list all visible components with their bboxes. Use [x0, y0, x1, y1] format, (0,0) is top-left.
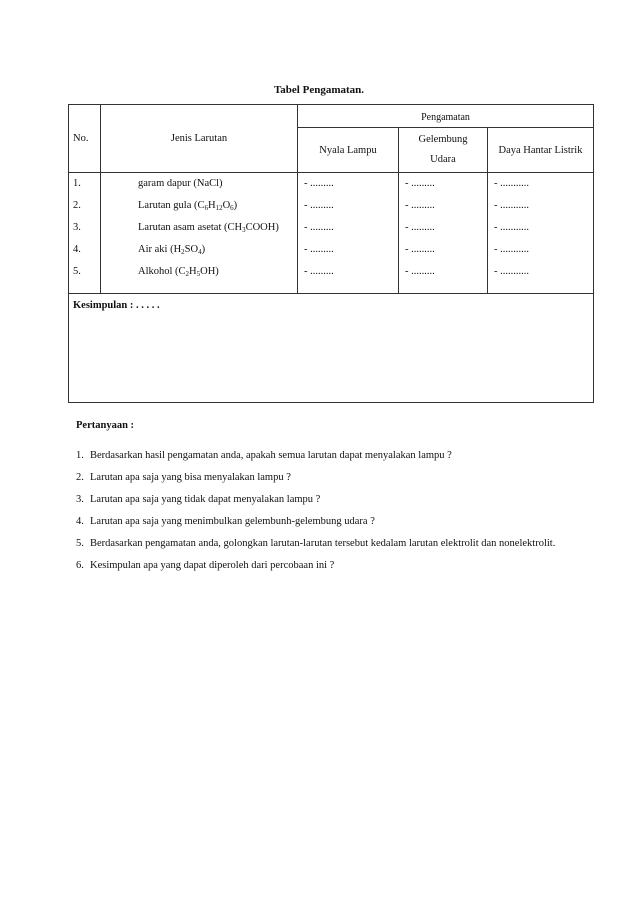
header-nyala-lampu: Nyala Lampu [298, 128, 399, 173]
header-gelembung-udara [399, 128, 488, 173]
header-pengamatan: Pengamatan [298, 105, 594, 128]
row-no: 1. [73, 178, 81, 189]
daya-value: - ........... [494, 266, 529, 277]
question-item [76, 511, 576, 533]
col-no-cells [69, 173, 101, 294]
question-number: 4. [76, 516, 84, 527]
conclusion-label: Kesimpulan : . . . . . [73, 300, 160, 311]
questions-title: Pertanyaan : [76, 420, 135, 431]
gelembung-value: - ......... [405, 200, 435, 211]
question-item [76, 555, 576, 577]
header-gelembung-line1: Gelembung [418, 134, 468, 145]
gelembung-value: - ......... [405, 266, 435, 277]
question-number: 2. [76, 472, 84, 483]
col-nyala-cells [298, 173, 399, 294]
question-text: Larutan apa saja yang tidak dapat menyalakan lampu ? [90, 494, 321, 505]
col-gelembung-cells [399, 173, 488, 294]
question-number: 5. [76, 538, 84, 549]
nyala-value: - ......... [304, 222, 334, 233]
question-text: Berdasarkan hasil pengamatan anda, apakah semua larutan dapat menyalakan lampu ? [90, 450, 452, 461]
observation-table [68, 104, 594, 403]
questions-section [76, 420, 576, 577]
question-text: Larutan apa saja yang bisa menyalakan lampu ? [90, 472, 291, 483]
question-number: 3. [76, 494, 84, 505]
nyala-value: - ......... [304, 266, 334, 277]
nyala-value: - ......... [304, 178, 334, 189]
header-jenis-larutan: Jenis Larutan [101, 105, 298, 173]
gelembung-value: - ......... [405, 244, 435, 255]
daya-value: - ........... [494, 200, 529, 211]
col-jenis-cells [101, 173, 298, 294]
row-no: 5. [73, 266, 81, 277]
nyala-value: - ......... [304, 200, 334, 211]
conclusion-cell [69, 294, 594, 403]
page-title: Tabel Pengamatan. [273, 84, 365, 96]
question-item [76, 445, 576, 467]
question-item [76, 533, 576, 555]
gelembung-value: - ......... [405, 178, 435, 189]
question-item [76, 467, 576, 489]
daya-value: - ........... [494, 178, 529, 189]
question-text: Larutan apa saja yang menimbulkan gelembunh-gelembung udara ? [90, 516, 375, 527]
solution-name: Alkohol $(C_2H_5OH)$ [138, 266, 219, 278]
daya-value: - ........... [494, 244, 529, 255]
col-daya-cells [488, 173, 594, 294]
row-no: 4. [73, 244, 81, 255]
question-item [76, 489, 576, 511]
solution-name: garam dapur (NaCl) [138, 178, 223, 189]
nyala-value: - ......... [304, 244, 334, 255]
header-no: No. [69, 105, 101, 173]
question-number: 6. [76, 560, 84, 571]
solution-name: Larutan gula $(C_6H_{12}O_6)$ [138, 200, 238, 212]
header-gelembung-line2: Udara [430, 154, 456, 165]
row-no: 3. [73, 222, 81, 233]
gelembung-value: - ......... [405, 222, 435, 233]
question-text: Berdasarkan pengamatan anda, golongkan larutan-larutan tersebut kedalam larutan elektrolit dan nonelektrolit. [90, 538, 556, 549]
header-daya-hantar: Daya Hantar Listrik [488, 128, 594, 173]
question-number: 1. [76, 450, 84, 461]
daya-value: - ........... [494, 222, 529, 233]
question-text: Kesimpulan apa yang dapat diperoleh dari percobaan ini ? [90, 560, 335, 571]
row-no: 2. [73, 200, 81, 211]
solution-name: Larutan asam asetat $(CH_3COOH)$ [138, 222, 279, 234]
solution-name: Air aki $(H_2SO_4)$ [138, 244, 206, 256]
